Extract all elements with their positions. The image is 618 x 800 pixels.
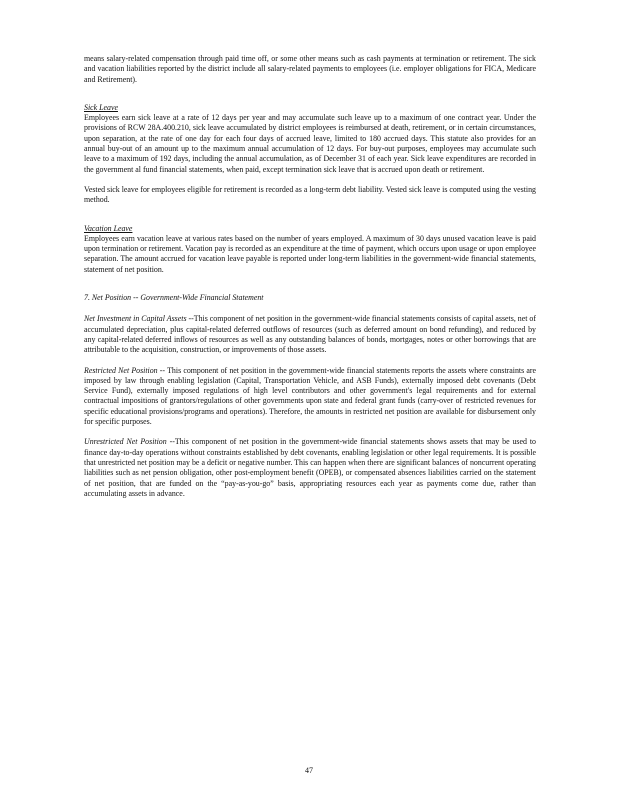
vacation-leave-heading: Vacation Leave — [84, 223, 133, 233]
intro-paragraph: means salary-related compensation through paid time off, or some other means such as cash payments at termination or retirement. The sick and vacation liabilities reported by the district include all salary-related payments to employees (i.e. employer obligations for FICA, Medicare and Retirement). — [84, 54, 536, 84]
restricted-text: -- This component of net position in the government-wide financial statements reports the assets where constraints are imposed by law through enabling legislation (Capital, Transportation Vehicle, and ASB Funds), externally imposed debt covenants (Debt Service Fund), externally imposed regulations of high level contributors and other government's legal requirements and for external contractual impositions of grantors/regulations of other governments upon state and federal grant funds (carry-over of restricted revenues for specific educational provisions/programs and operations). Therefore, the amounts in restricted net position are available for disbursement only for specific purposes. — [84, 365, 536, 427]
net-investment-lead: Net Investment in Capital Assets — [84, 314, 187, 324]
page-number: 47 — [305, 766, 313, 775]
restricted-lead: Restricted Net Position — [84, 365, 158, 375]
vested-sick-leave-paragraph: Vested sick leave for employees eligible for retirement is recorded as a long-term debt liability. Vested sick leave is computed using the vesting method. — [84, 184, 536, 205]
unrestricted-text: --This component of net position in the government-wide financial statements shows assets that may be used to finance day-to-day operations without constraints established by debt covenants, enabling legislation or other legal requirements. It is possible that unrestricted net position may be a deficit or negative number. This can happen when there are significant balances of noncurrent operating liabilities such as net pension obligation, other post-employment benefit (OPEB), or compensated absences liabilities carried on the statement of net position, that are funded on the “pay-as-you-go” basis, appropriating resources each year as payments come due, rather than accumulating assets in advance. — [84, 437, 536, 498]
net-investment-text: --This component of net position in the government-wide financial statements consists of capital assets, net of accumulated depreciation, plus capital-related deferred outflows of resources (such as deferred amount on bond refunding), and reduced by any capital-related deferred inflows of resources as well as any outstanding balances of bonds, mortgages, notes or other borrowings that are attributable to the acquisition, construction, or improvements of those assets. — [84, 314, 536, 355]
net-position-section-title: 7. Net Position -- Government-Wide Financial Statement — [84, 293, 264, 303]
restricted-paragraph — [84, 366, 536, 428]
unrestricted-paragraph — [84, 437, 536, 499]
page-content — [84, 54, 536, 499]
sick-leave-paragraph: Employees earn sick leave at a rate of 12 days per year and may accumulate such leave up to a maximum of one contract year. Under the provisions of RCW 28A.400.210, sick leave accumulated by district employees is reimbursed at death, retirement, or in certain circumstances, upon separation, at the rate of one day for each four days of accrued leave, limited to 180 accrued days. This statute also provides for an annual buy-out of an amount up to the maximum annual accumulation of 12 days. For buy-out purposes, employees may accumulate such leave to a maximum of 192 days, including the annual accumulation, as of December 31 of each year. Sick leave expenditures are recorded in the government al fund financial statements, when paid, except termination sick leave that is accrued upon death or retirement. — [84, 113, 536, 174]
sick-leave-heading: Sick Leave — [84, 102, 118, 112]
net-investment-paragraph — [84, 314, 536, 355]
vacation-leave-paragraph: Employees earn vacation leave at various rates based on the number of years employed. A maximum of 30 days unused vacation leave is paid upon termination or retirement. Vacation pay is recorded as an expenditure at the time of payment, which occurs upon usage or upon employee separation. The amount accrued for vacation leave payable is reported under long-term liabilities in the government-wide financial statements, statement of net position. — [84, 233, 536, 274]
unrestricted-lead: Unrestricted Net Position — [84, 437, 167, 447]
